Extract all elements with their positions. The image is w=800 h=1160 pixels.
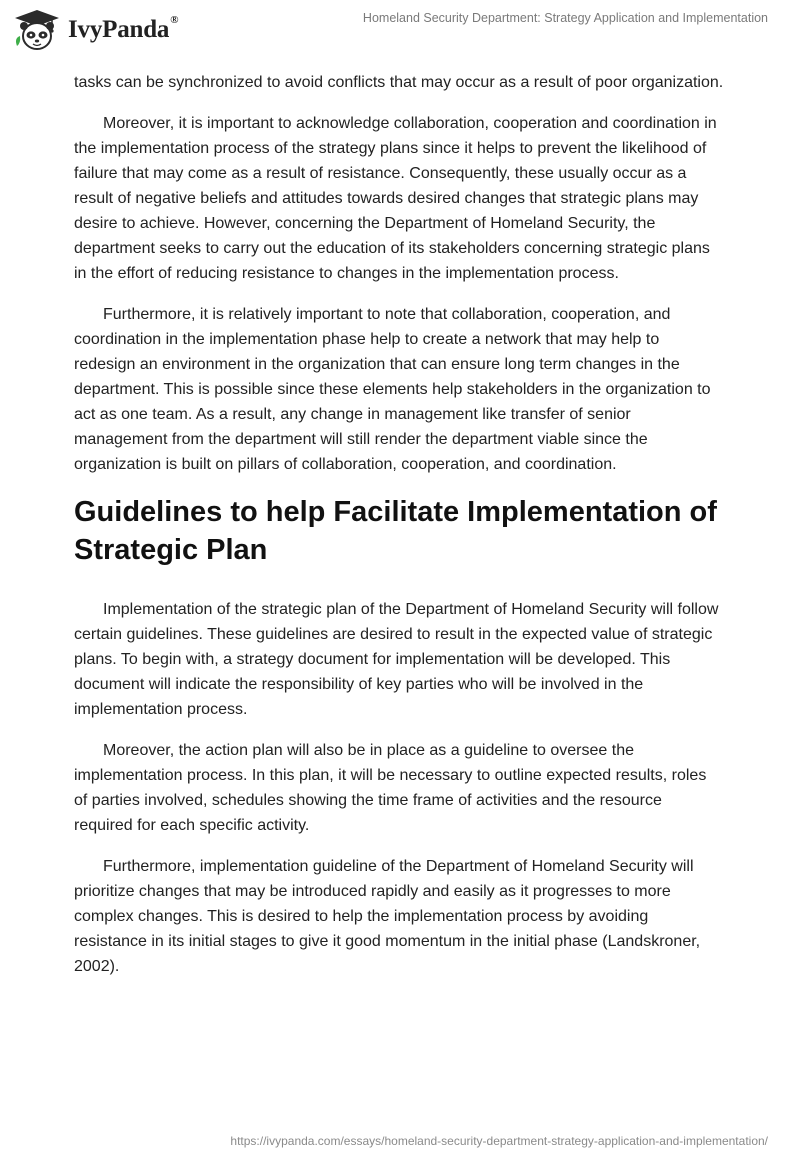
paragraph: Furthermore, implementation guideline of the Department of Homeland Security will prioritize changes that may be introduced rapidly and easily as it progresses to more complex changes. This is desired to help the implementation process by avoiding resistance in its initial stages to give it good momentum in the initial phase (Landskroner, 2002).: [74, 858, 701, 975]
ivypanda-logo[interactable]: [12, 8, 178, 52]
brand-name: IvyPanda®: [68, 14, 179, 43]
paragraph: Moreover, it is important to acknowledge collaboration, cooperation and coordination in the implementation process of the strategy plans since it helps to prevent the likelihood of failure that may come as a result of resistance. Consequently, these usually occur as a result of negative beliefs and attitudes towards desired changes that strategic plans may desire to achieve. However, concerning the Department of Homeland Security, the department seeks to carry out the education of its stakeholders concerning strategic plans in the effort of reducing resistance to changes in the implementation process.: [74, 115, 717, 282]
page-header: [0, 0, 800, 60]
paragraph-continued: tasks can be synchronized to avoid conflicts that may occur as a result of poor organization.: [74, 74, 724, 91]
document-title: Homeland Security Department: Strategy Application and Implementation: [362, 11, 768, 25]
essay-content: [74, 70, 724, 995]
source-url[interactable]: https://ivypanda.com/essays/homeland-security-department-strategy-application-and-implementation/: [230, 1134, 768, 1148]
panda-graduate-icon: [12, 8, 62, 52]
paragraph: Furthermore, it is relatively important to note that collaboration, cooperation, and coordination in the implementation phase help to create a network that may help to redesign an environment in the organization that can ensure long term changes in the department. This is possible since these elements help stakeholders in the organization to act as one team. As a result, any change in management like transfer of senior management from the department will still render the department viable since the organization is built on pillars of collaboration, cooperation, and coordination.: [74, 306, 711, 473]
paragraph: Implementation of the strategic plan of the Department of Homeland Security will follow certain guidelines. These guidelines are desired to result in the expected value of strategic plans. To begin with, a strategy document for implementation will be developed. This document will indicate the responsibility of key parties who will be involved in the implementation process.: [74, 601, 719, 718]
section-heading: Guidelines to help Facilitate Implementation of Strategic Plan: [74, 496, 717, 566]
paragraph: Moreover, the action plan will also be in place as a guideline to oversee the implementation process. In this plan, it will be necessary to outline expected results, roles of parties involved, schedules showing the time frame of activities and the resource required for each specific activity.: [74, 742, 707, 834]
